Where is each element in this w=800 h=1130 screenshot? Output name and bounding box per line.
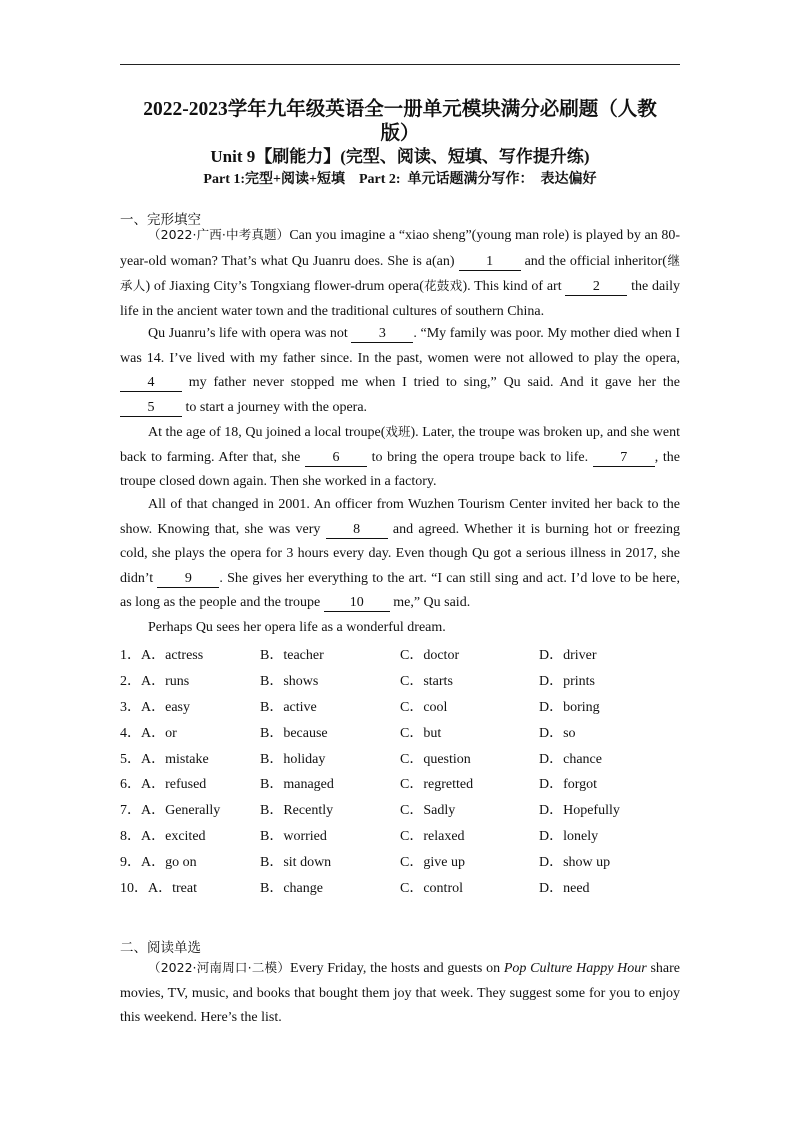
option-row [120,693,680,719]
option-row [120,848,680,874]
option-row [120,641,680,667]
option-row [120,719,680,745]
unit-subtitle: Unit 9【刷能力】(完型、阅读、短填、写作提升练) [210,147,590,166]
option-c: C．Sadly [400,803,456,819]
title-line-1: 2022-2023学年九年级英语全一册单元模块满分必刷题（人教 [143,99,657,120]
blank-7: 7 [593,449,655,467]
option-c: C．starts [400,673,453,689]
option-a: 4．A．or [120,725,177,741]
option-c: C．cool [400,699,448,715]
option-a: 9．A．go on [120,855,197,871]
parts-line: Part 1:完型+阅读+短填 Part 2: 单元话题满分写作： 表达偏好 [203,172,597,187]
blank-6: 6 [305,449,367,467]
options-list [120,641,680,900]
blank-3: 3 [351,325,413,343]
blank-10: 10 [324,594,390,612]
option-d: D．Hopefully [539,803,620,819]
option-row [120,770,680,796]
option-a: 7．A．Generally [120,803,221,819]
option-b: B．because [260,725,328,741]
option-c: C．question [400,751,471,767]
option-row [120,796,680,822]
option-d: D．show up [539,855,611,871]
option-c: C．but [400,725,442,741]
blank-1: 1 [459,253,521,271]
cloze-paragraph-2: Qu Juanru’s life with opera was not 3 . “My family was poor. My mother died when I was 14. I’ve lived with my father since. In the past, women were not allowed to play the opera, 4 my father never stopped me when I tried to sing,” Qu said. And it gave her the 5 to start a journey with the opera. [120,326,680,415]
blank-8: 8 [326,521,388,539]
section-heading-cloze: 一、完形填空 [120,212,201,228]
option-b: B．holiday [260,751,326,767]
blank-9: 9 [157,570,219,588]
option-d: D．chance [539,751,602,767]
option-d: D．so [539,725,576,741]
source-note: （2022·广西·中考真题） [148,227,290,242]
cloze-paragraph-5: Perhaps Qu sees her opera life as a wonderful dream. [148,620,446,635]
section-heading-reading: 二、阅读单选 [120,940,201,956]
blank-5: 5 [120,399,182,417]
option-b: B．worried [260,829,327,845]
option-c: C．regretted [400,777,474,793]
option-b: B．sit down [260,855,332,871]
option-b: B．teacher [260,648,324,663]
cloze-paragraph-4: All of that changed in 2001. An officer from Wuzhen Tourism Center invited her back to the show. Knowing that, she was very 8 and agreed. Whether it is burning hot or freezing cold, she plays the opera for 3 hours every day. Even though Qu got a serious illness in 2017, she didn’t 9 . She gives her everything to the art. “I can still sing and act. I’d love to be here, as long as the people and the troupe 10 me,” Qu said. [120,497,680,610]
option-b: B．shows [260,673,319,689]
option-a: 1．A．actress [120,648,204,663]
option-d: D．driver [539,648,597,663]
option-a: 8．A．excited [120,829,206,845]
option-row [120,874,680,900]
top-rule [120,64,680,65]
page-title [120,98,680,146]
reading-intro-paragraph: （2022·河南周口·二模）Every Friday, the hosts and guests on Pop Culture Happy Hour share movies, TV, music, and books that bought them joy that week. They suggest some for you to enjoy this weekend. Here’s the list. [120,960,680,1025]
cloze-paragraph-3: At the age of 18, Qu joined a local troupe(戏班). Later, the troupe was broken up, and she went back to farming. After that, she 6 to bring the opera troupe back to life. 7 , the troupe closed down again. Then she worked in a factory. [120,424,681,489]
blank-2: 2 [565,278,627,296]
option-row [120,745,680,771]
option-b: B．active [260,699,317,715]
option-b: B．managed [260,777,334,793]
option-a: 6．A．refused [120,777,207,793]
option-d: D．boring [539,699,600,715]
option-a: 5．A．mistake [120,751,209,767]
option-a: 3．A．easy [120,699,190,715]
option-d: D．need [539,881,590,897]
option-c: C．give up [400,855,465,871]
option-d: D．forgot [539,777,598,793]
option-b: B．change [260,881,323,897]
option-a: 10．A．treat [120,881,197,897]
source-note: （2022·河南周口·二模） [148,960,291,975]
option-d: D．prints [539,673,595,689]
option-c: C．doctor [400,648,460,663]
cloze-paragraph-1: （2022·广西·中考真题）Can you imagine a “xiao sheng”(young man role) is played by an 80-year-old woman? That’s what Qu Juanru does. She is a(an) 1 and the official inheritor(继承人) of Jiaxing City’s Tongxiang flower-drum opera(花鼓戏). This kind of art 2 the daily life in the ancient water town and the traditional cultures of southern China. [120,227,681,319]
option-a: 2．A．runs [120,673,190,689]
option-row [120,822,680,848]
option-d: D．lonely [539,829,599,845]
option-b: B．Recently [260,803,334,819]
option-row [120,667,680,693]
option-c: C．relaxed [400,829,465,845]
show-title: Pop Culture Happy Hour [503,961,647,976]
option-c: C．control [400,881,463,897]
title-line-2: 版） [380,123,420,144]
blank-4: 4 [120,374,182,392]
